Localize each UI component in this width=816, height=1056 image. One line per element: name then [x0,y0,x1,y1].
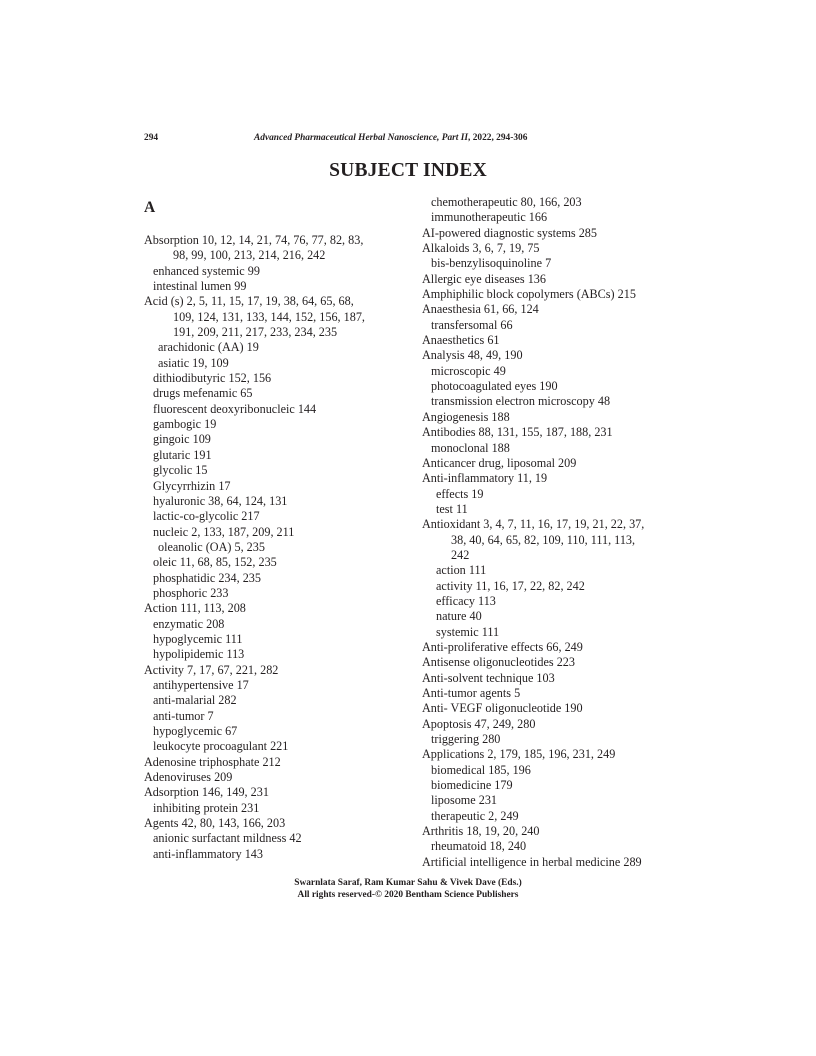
index-entry: Anaesthesia 61, 66, 124 [422,302,539,317]
book-title: Advanced Pharmaceutical Herbal Nanoscience, Part II [254,133,469,143]
index-entry: oleanolic (OA) 5, 235 [158,539,265,554]
index-entry: anti-malarial 282 [153,693,237,708]
index-entry: hypolipidemic 113 [153,647,245,662]
index-entry: monoclonal 188 [431,440,510,455]
index-entry: Anti-tumor agents 5 [422,686,521,700]
index-entry: gingoic 109 [153,432,211,447]
index-entry: drugs mefenamic 65 [153,386,253,401]
footer-editors: Swarnlata Saraf, Ram Kumar Sahu & Vivek Dave (Eds.) [294,878,522,888]
index-entry: rheumatoid 18, 240 [431,839,527,854]
index-entry: bis-benzylisoquinoline 7 [431,256,552,271]
index-entry: Arthritis 18, 19, 20, 240 [422,824,540,839]
running-title [254,133,527,143]
index-entry: fluorescent deoxyribonucleic 144 [153,401,317,416]
index-entry: transfersomal 66 [431,317,513,332]
index-entry: Acid (s) 2, 5, 11, 15, 17, 19, 38, 64, 65, 68, [144,294,354,309]
index-entry: Action 111, 113, 208 [144,601,246,616]
index-entry: Glycyrrhizin 17 [153,478,231,493]
index-entry: Anti- VEGF oligonucleotide 190 [422,701,583,716]
index-entry: Allergic eye diseases 136 [422,271,546,286]
page-footer [0,877,816,901]
index-entry: Adenosine triphosphate 212 [144,754,281,769]
right-column [422,195,682,870]
index-entry: Alkaloids 3, 6, 7, 19, 75 [422,241,540,256]
index-entry: Anticancer drug, liposomal 209 [422,455,577,470]
left-column [144,233,394,862]
index-entry: photocoagulated eyes 190 [431,379,558,394]
index-entry: Antibodies 88, 131, 155, 187, 188, 231 [422,425,613,440]
page-title: SUBJECT INDEX [329,160,487,181]
index-entry: dithiodibutyric 152, 156 [153,371,272,386]
index-entry: efficacy 113 [436,593,496,608]
index-entry: Antisense oligonucleotides 223 [422,655,575,670]
index-entry: Anaesthetics 61 [422,333,500,348]
index-entry: Apoptosis 47, 249, 280 [422,716,536,731]
index-entry: anionic surfactant mildness 42 [153,831,302,846]
index-entry: therapeutic 2, 249 [431,808,519,823]
index-entry: intestinal lumen 99 [153,279,247,294]
index-entry: glycolic 15 [153,463,208,478]
index-entry: 191, 209, 211, 217, 233, 234, 235 [173,325,338,340]
index-entry: action 111 [436,563,487,578]
index-entry: immunotherapeutic 166 [431,210,548,225]
index-entry: Artificial intelligence in herbal medicine 289 [422,854,642,869]
index-entry: systemic 111 [436,624,500,639]
index-entry: enzymatic 208 [153,616,225,631]
index-entry: liposome 231 [431,793,498,808]
index-entry: biomedicine 179 [431,778,513,793]
index-entry: 109, 124, 131, 133, 144, 152, 156, 187, [173,309,365,324]
index-entry: effects 19 [436,486,484,501]
index-entry: glutaric 191 [153,447,212,462]
index-entry: Antioxidant 3, 4, 7, 11, 16, 17, 19, 21, 22, 37, [422,517,645,532]
index-entry: Applications 2, 179, 185, 196, 231, 249 [422,747,616,762]
index-entry: inhibiting protein 231 [153,800,260,815]
page-number: 294 [144,133,159,143]
index-entry: 98, 99, 100, 213, 214, 216, 242 [173,248,326,263]
index-entry: Analysis 48, 49, 190 [422,348,523,363]
footer-rights: All rights reserved-© 2020 Bentham Science Publishers [297,890,519,900]
index-entry: triggering 280 [431,732,501,747]
index-entry: nature 40 [436,609,482,624]
index-entry: leukocyte procoagulant 221 [153,739,289,754]
index-entry: Amphiphilic block copolymers (ABCs) 215 [422,287,636,302]
index-entry: arachidonic (AA) 19 [158,340,259,355]
index-entry: nucleic 2, 133, 187, 209, 211 [153,524,295,539]
citation: , 2022, 294-306 [468,133,528,143]
index-entry: gambogic 19 [153,417,217,432]
index-entry: Anti-inflammatory 11, 19 [422,471,548,486]
index-entry: microscopic 49 [431,363,506,378]
index-entry: asiatic 19, 109 [158,355,229,370]
index-entry: test 11 [436,501,468,516]
section-letter: A [144,199,156,216]
index-entry: 38, 40, 64, 65, 82, 109, 110, 111, 113, [451,532,636,547]
index-entry: Adsorption 146, 149, 231 [144,785,269,800]
index-entry: AI-powered diagnostic systems 285 [422,225,597,240]
index-entry: transmission electron microscopy 48 [431,394,611,409]
index-entry: Anti-proliferative effects 66, 249 [422,639,583,654]
index-entry: Agents 42, 80, 143, 166, 203 [144,816,286,831]
index-entry: enhanced systemic 99 [153,263,260,278]
index-entry: chemotherapeutic 80, 166, 203 [431,195,582,209]
index-entry: Adenoviruses 209 [144,770,233,785]
index-entry: hypoglycemic 111 [153,631,243,646]
index-entry: phosphatidic 234, 235 [153,570,261,585]
index-entry: phosphoric 233 [153,585,229,600]
index-entry: lactic-co-glycolic 217 [153,509,260,524]
index-entry: antihypertensive 17 [153,677,249,692]
index-entry: 242 [451,547,470,562]
index-entry: Activity 7, 17, 67, 221, 282 [144,662,279,677]
index-entry: Angiogenesis 188 [422,409,510,424]
index-entry: oleic 11, 68, 85, 152, 235 [153,555,277,570]
index-entry: Anti-solvent technique 103 [422,670,555,685]
index-entry: anti-inflammatory 143 [153,846,263,861]
index-entry: biomedical 185, 196 [431,762,531,777]
index-entry: Absorption 10, 12, 14, 21, 74, 76, 77, 82, 83, [144,233,364,247]
running-header [144,133,674,147]
index-entry: hyaluronic 38, 64, 124, 131 [153,493,288,508]
index-entry: hypoglycemic 67 [153,724,238,738]
index-entry: anti-tumor 7 [153,708,214,723]
index-entry: activity 11, 16, 17, 22, 82, 242 [436,578,585,593]
